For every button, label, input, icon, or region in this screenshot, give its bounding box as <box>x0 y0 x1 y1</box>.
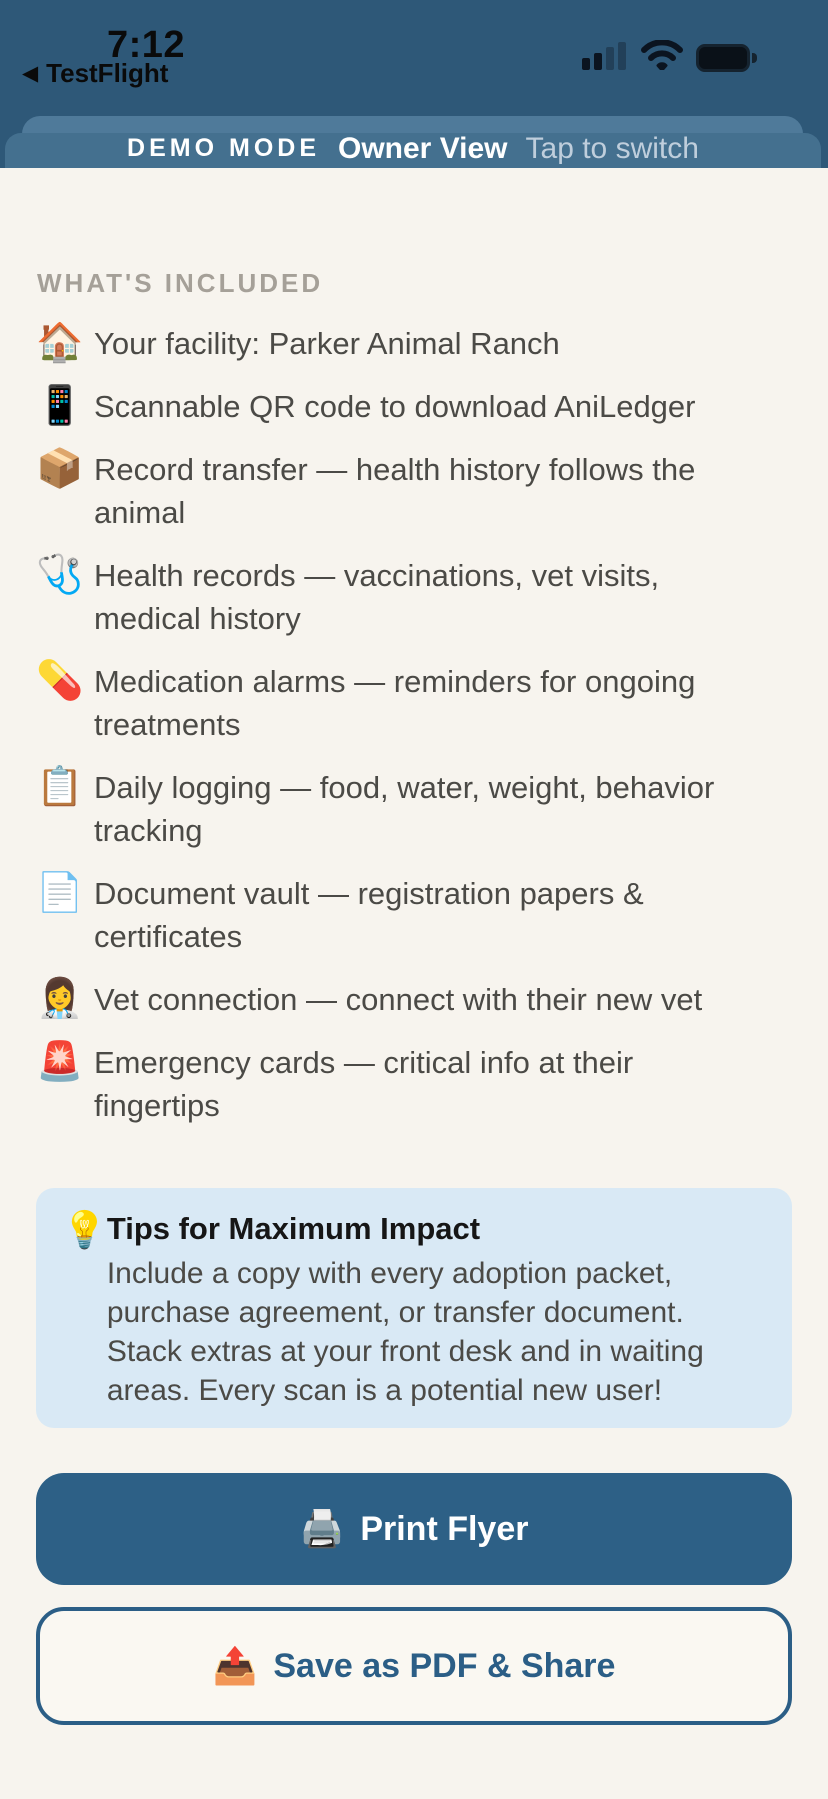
outbox-tray-icon: 📤 <box>212 1645 258 1686</box>
save-pdf-share-button[interactable] <box>36 1607 792 1725</box>
list-item <box>36 448 792 534</box>
owner-view-label: Owner View <box>338 131 508 165</box>
tips-content <box>107 1210 742 1410</box>
package-icon: 📦 <box>36 448 84 490</box>
list-item <box>36 554 792 640</box>
feature-text: Document vault — registration papers & certificates <box>94 876 644 954</box>
mobile-phone-icon: 📱 <box>36 385 84 427</box>
feature-text: Your facility: Parker Animal Ranch <box>94 326 560 361</box>
battery-icon <box>696 44 750 72</box>
demo-mode-label: DEMO MODE <box>127 134 320 162</box>
house-icon: 🏠 <box>36 322 84 364</box>
list-item <box>36 660 792 746</box>
feature-text: Scannable QR code to download AniLedger <box>94 389 696 424</box>
list-item <box>36 1041 792 1127</box>
status-bar-area <box>0 0 828 168</box>
demo-mode-banner[interactable] <box>5 133 821 168</box>
back-to-testflight-link[interactable] <box>22 58 168 89</box>
wifi-icon <box>641 40 683 75</box>
tips-body: Include a copy with every adoption packet, purchase agreement, or transfer document. Stack extras at your front desk and in waiting areas. Every scan is a potential new user! <box>106 1257 704 1407</box>
lightbulb-icon: 💡 <box>62 1209 107 1250</box>
list-item <box>36 766 792 852</box>
print-flyer-button[interactable] <box>36 1473 792 1585</box>
cellular-signal-icon <box>582 40 628 75</box>
list-item <box>36 322 792 365</box>
clock: 7:12 <box>106 24 186 66</box>
feature-text: Daily logging — food, water, weight, behavior tracking <box>94 770 715 848</box>
list-item <box>36 872 792 958</box>
tips-card <box>36 1188 792 1428</box>
feature-text: Emergency cards — critical info at their fingertips <box>94 1045 634 1123</box>
printer-icon: 🖨️ <box>299 1508 345 1549</box>
feature-text: Vet connection — connect with their new vet <box>94 982 703 1017</box>
emergency-light-icon: 🚨 <box>36 1041 84 1083</box>
back-app-label: TestFlight <box>46 58 169 88</box>
feature-text: Record transfer — health history follows the animal <box>94 452 696 530</box>
back-arrow-icon: ◀ <box>22 61 39 85</box>
clipboard-icon: 📋 <box>36 766 84 808</box>
document-icon: 📄 <box>36 872 84 914</box>
health-worker-icon: 👩‍⚕️ <box>36 978 84 1020</box>
feature-list <box>36 322 792 1147</box>
feature-text: Health records — vaccinations, vet visits, medical history <box>94 558 660 636</box>
print-flyer-label: Print Flyer <box>360 1509 529 1548</box>
whats-included-heading: WHAT'S INCLUDED <box>37 268 324 298</box>
status-icons <box>582 40 750 75</box>
feature-text: Medication alarms — reminders for ongoing treatments <box>94 664 696 742</box>
list-item <box>36 978 792 1021</box>
pill-icon: 💊 <box>36 660 84 702</box>
stethoscope-icon: 🩺 <box>36 554 84 596</box>
list-item <box>36 385 792 428</box>
tap-to-switch-hint: Tap to switch <box>525 131 699 165</box>
save-pdf-share-label: Save as PDF & Share <box>273 1646 616 1685</box>
tips-title: Tips for Maximum Impact <box>106 1211 481 1246</box>
